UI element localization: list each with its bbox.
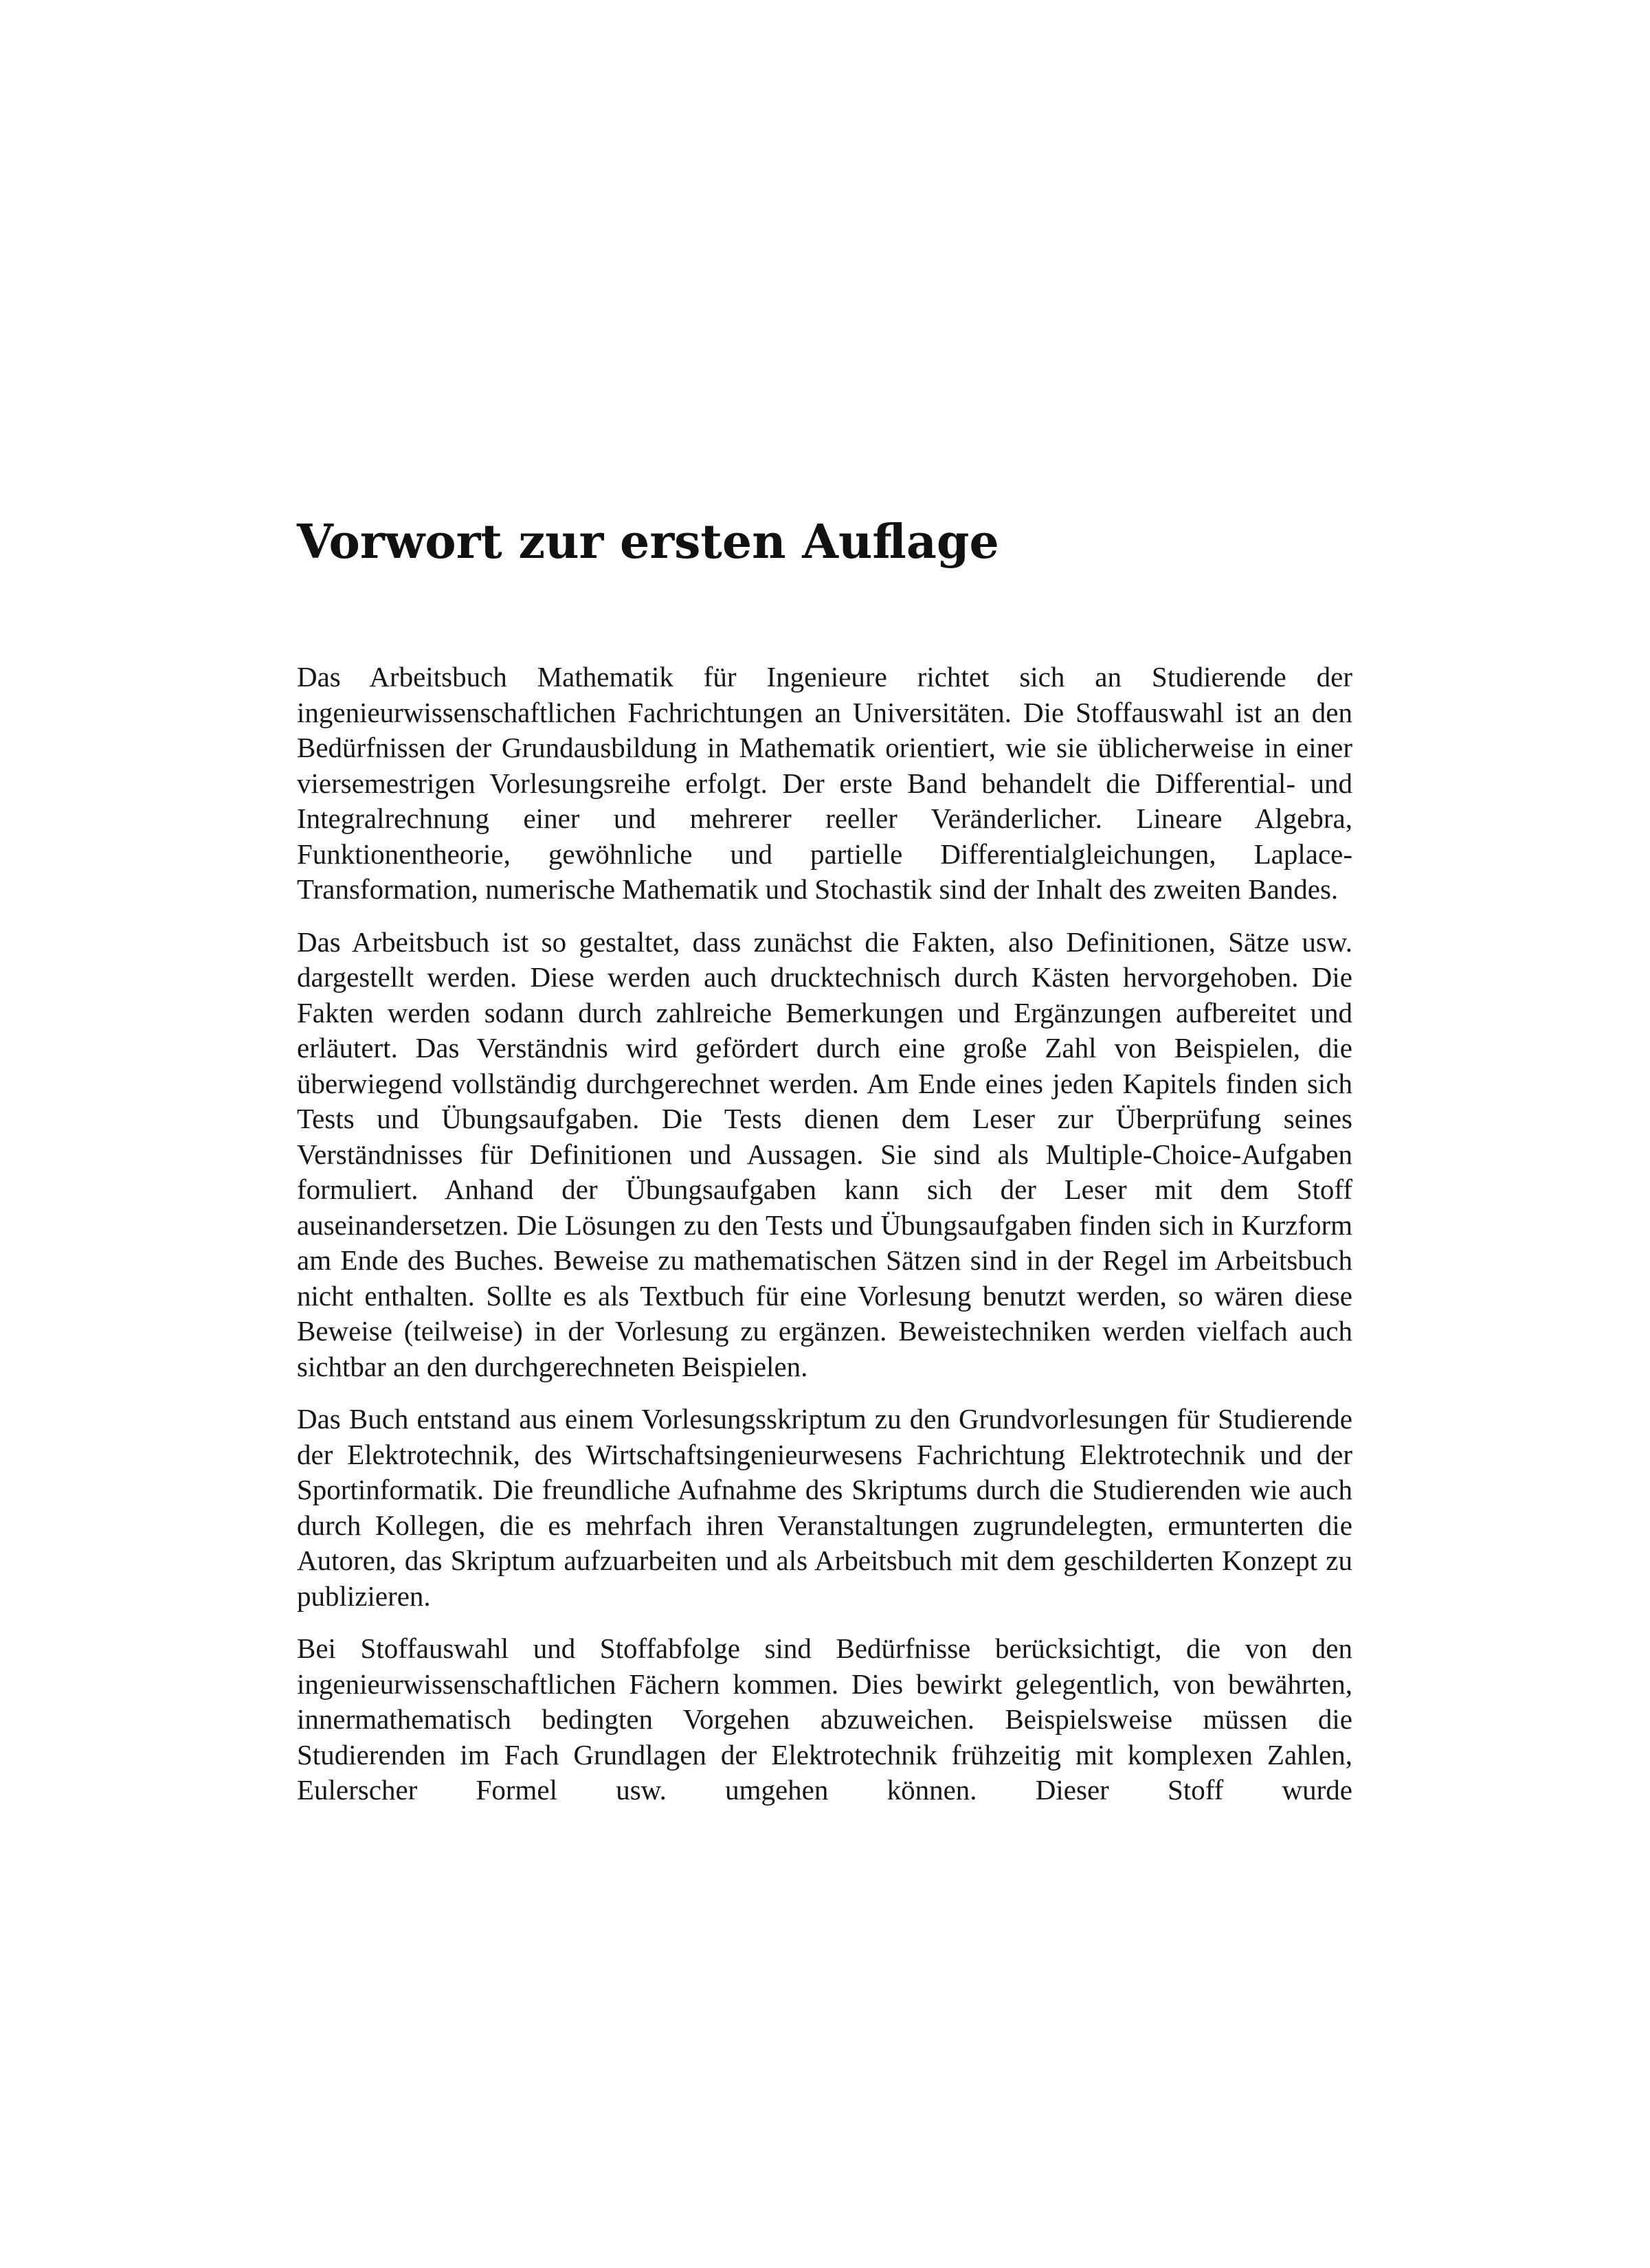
paragraph-3: Das Buch entstand aus einem Vorlesungsskriptum zu den Grundvorlesungen für Studierende der Elektrotechnik, des Wirtschaftsingenieurwesens Fachrichtung Elektrotechnik und der Sportinformatik. Die freundliche Aufnahme des Skriptums durch die Studierenden wie auch durch Kollegen, die es mehrfach ihren Veranstaltungen zugrundelegten, ermunterten die Autoren, das Skriptum aufzuarbeiten und als Arbeitsbuch mit dem geschilderten Konzept zu publizieren.	[297, 1403, 1352, 1612]
paragraph-4: Bei Stoffauswahl und Stoffabfolge sind Bedürfnisse berücksichtigt, die von den ingenieurwissenschaftlichen Fächern kommen. Dies bewirkt gelegentlich, von bewährten, innermathematisch bedingten Vorgehen abzuweichen. Beispielsweise müssen die Studierenden im Fach Grundlagen der Elektrotechnik frühzeitig mit komplexen Zahlen, Eulerscher Formel usw. umgehen können. Dieser Stoff wurde	[297, 1632, 1352, 1806]
paragraph-2: Das Arbeitsbuch ist so gestaltet, dass zunächst die Fakten, also Definitionen, Sätze usw. dargestellt werden. Diese werden auch drucktechnisch durch Kästen hervorgehoben. Die Fakten werden sodann durch zahlreiche Bemerkungen und Ergänzungen aufbereitet und erläutert. Das Verständnis wird gefördert durch eine große Zahl von Beispielen, die überwiegend vollständig durchgerechnet werden. Am Ende eines jeden Kapitels finden sich Tests und Übungsaufgaben. Die Tests dienen dem Leser zur Überprüfung seines Verständnisses für Definitionen und Aussagen. Sie sind als Multiple-Choice-Aufgaben formuliert. Anhand der Übungsaufgaben kann sich der Leser mit dem Stoff auseinandersetzen. Die Lösungen zu den Tests und Übungsaufgaben finden sich in Kurzform am Ende des Buches. Beweise zu mathematischen Sätzen sind in der Regel im Arbeitsbuch nicht enthalten. Sollte es als Textbuch für eine Vorlesung benutzt werden, so wären diese Beweise (teilweise) in der Vorlesung zu ergänzen. Beweistechniken werden vielfach auch sichtbar an den durchgerechneten Beispielen.	[297, 925, 1352, 1382]
paragraph-1: Das Arbeitsbuch Mathematik für Ingenieure richtet sich an Studierende der ingenieurwissenschaftlichen Fachrichtungen an Universitäten. Die Stoffauswahl ist an den Bedürfnissen der Grundausbildung in Mathematik orientiert, wie sie üblicherweise in einer viersemestrigen Vorlesungsreihe erfolgt. Der erste Band behandelt die Differential- und Integralrechnung einer und mehrerer reeller Veränderlicher. Lineare Algebra, Funktionentheorie, gewöhnliche und partielle Differentialgleichungen, Laplace-Transformation, numerische Mathematik und Stochastik sind der Inhalt des zweiten Bandes.	[297, 661, 1352, 905]
body-text	[297, 660, 1352, 1826]
page-title: Vorwort zur ersten Auflage	[297, 515, 999, 570]
